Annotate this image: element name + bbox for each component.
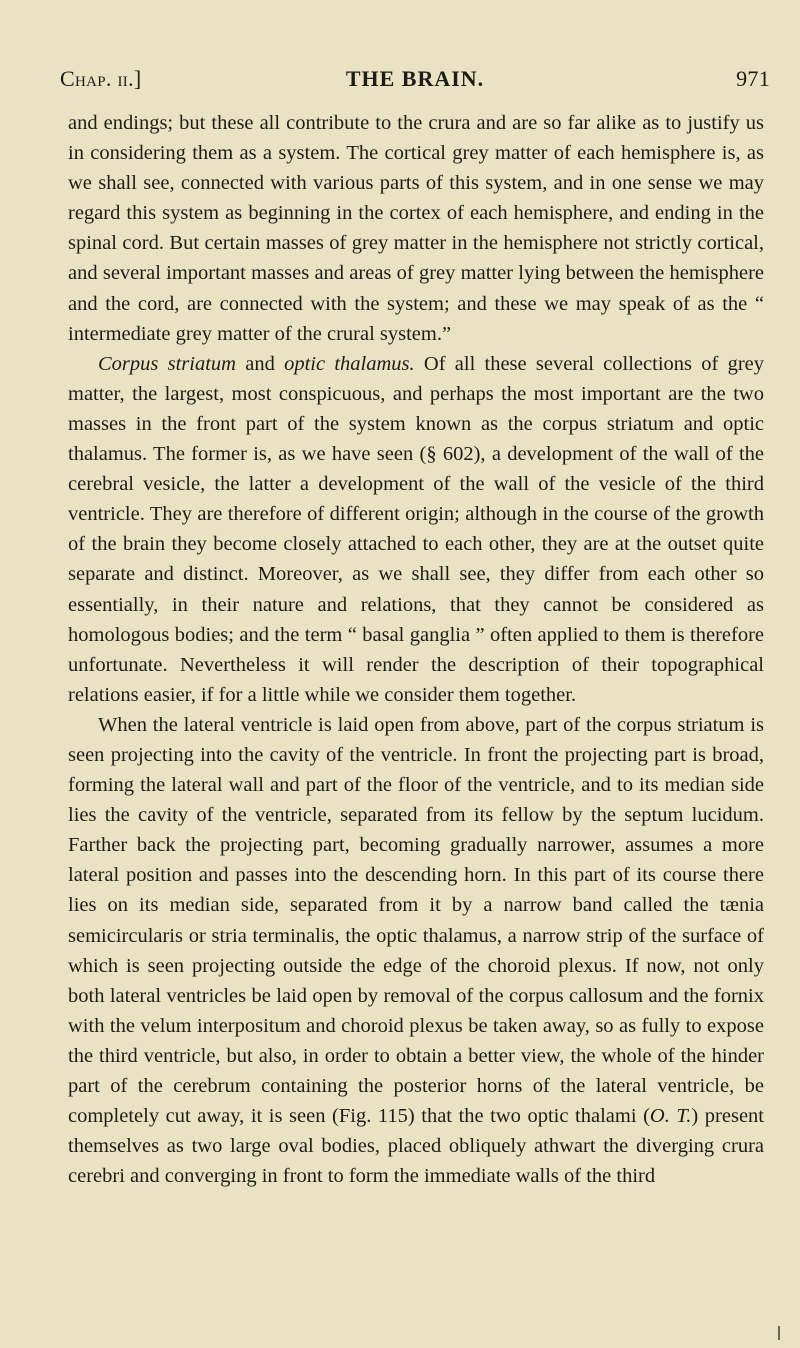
paragraph-3 <box>68 710 764 1192</box>
paragraph-3-text-start: When the lateral ventricle is laid open from above, part of the corpus striatum is seen projecting into the cavity of the ventricle. In front the projecting part is broad, forming the lateral wall and part of the floor of the ventricle, and to its median side lies the cavity of the ventricle, separated from its fellow by the septum lucidum. Farther back the projecting part, becoming gradually narrower, assumes a more lateral position and passes into the descending horn. In this part of its course there lies on its median side, separated from it by a narrow band called the tænia semicircularis or stria terminalis, the optic thalamus, a narrow strip of the surface of which is seen projecting outside the edge of the choroid plexus. If now, not only both lateral ventricles be laid open by removal of the corpus callosum and the fornix with the velum interpositum and choroid plexus be taken away, so as fully to expose the third ventricle, but also, in order to obtain a better view, the whole of the hinder part of the cerebrum containing the posterior horns of the lateral ventricle, be completely cut away, it is seen (Fig. 115) that the two optic thalami ( <box>68 713 764 1128</box>
page-title: THE BRAIN. <box>345 66 485 91</box>
running-header <box>60 66 770 100</box>
heading-conjunction: and <box>235 352 285 375</box>
paragraph-1: and endings; but these all contribute to the crura and are so far alike as to justify us in considering them as a system. The cortical grey matter of each hemisphere is, as we shall see, connected with various parts of this system, and in one sense we may regard this system as beginning in the cortex of each hemisphere, and ending in the spinal cord. But certain masses of grey matter in the hemisphere not strictly cortical, and several important masses and areas of grey matter lying between the hemisphere and the cord, are connected with the system; and these we may speak of as the “ intermediate grey matter of the crural system.” <box>68 112 764 345</box>
page-number: 971 <box>736 66 770 91</box>
body-text <box>68 108 764 1191</box>
chapter-label: Chap. ii.] <box>60 66 142 91</box>
figure-abbreviation: O. T. <box>649 1105 692 1128</box>
paragraph-3-text-end: ) present themselves as two large oval bodies, placed obliquely athwart the diverging crura cerebri and converging in front to form the immediate walls of the third <box>68 1105 764 1188</box>
section-heading-optic-thalamus: optic thalamus. <box>284 352 415 375</box>
section-heading-corpus-striatum: Corpus striatum <box>98 352 236 375</box>
paragraph-2 <box>68 349 764 710</box>
paragraph-2-text: Of all these several collections of grey matter, the largest, most conspicuous, and perhaps the most important are the two masses in the front part of the system known as the corpus striatum and optic thalamus. The former is, as we have seen (§ 602), a development of the wall of the cerebral vesicle, the latter a development of the wall of the vesicle of the third ventricle. They are therefore of different origin; although in the course of the growth of the brain they become closely attached to each other, they are at the outset quite separate and distinct. Moreover, as we shall see, they differ from each other so essentially, in their nature and relations, that they cannot be considered as homologous bodies; and the term “ basal ganglia ” often applied to them is therefore unfortunate. Nevertheless it will render the description of their topographical relations easier, if for a little while we consider them together. <box>68 352 764 706</box>
margin-mark <box>778 1326 780 1340</box>
